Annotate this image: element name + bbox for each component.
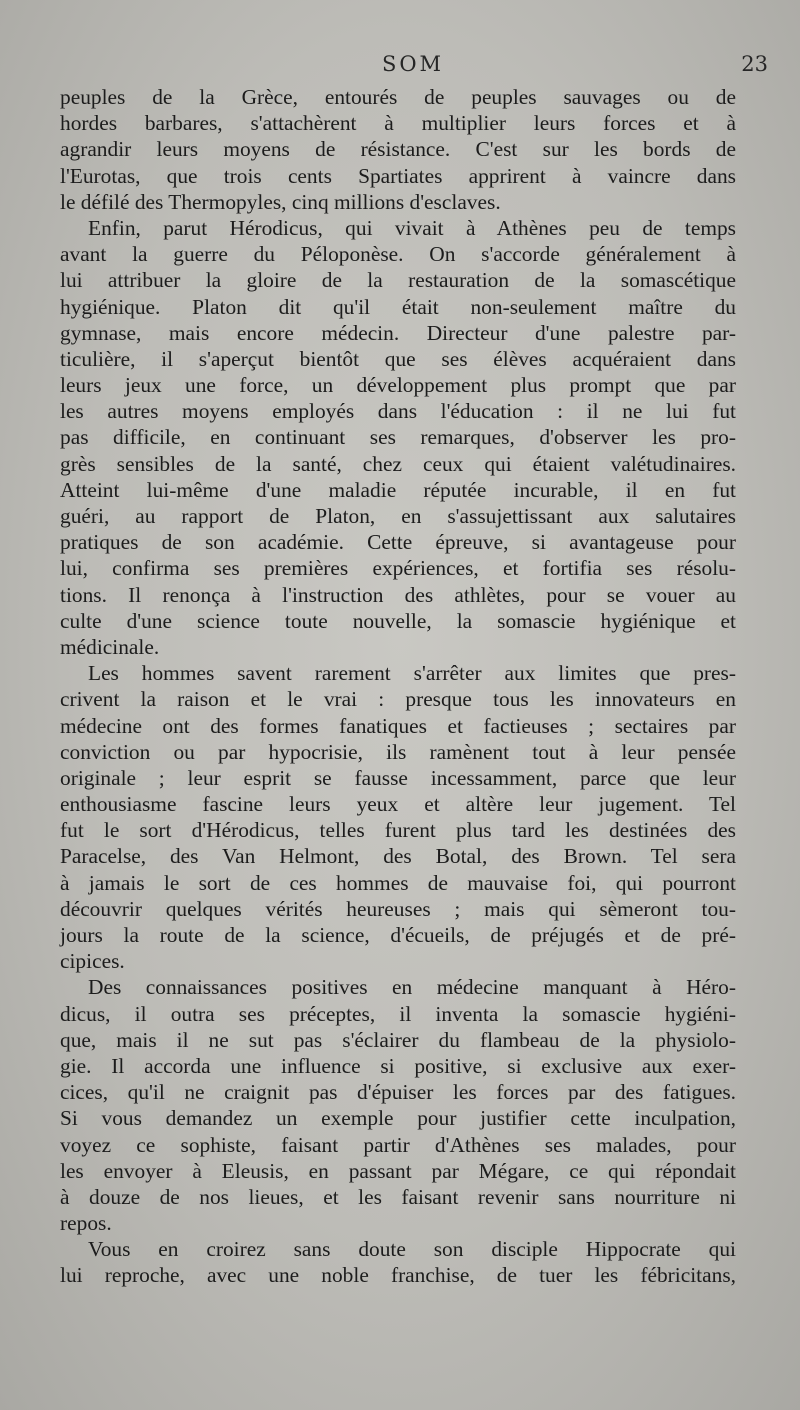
paragraph <box>60 215 736 660</box>
text-line: les autres moyens employés dans l'éducation : il ne lui fut <box>60 399 736 424</box>
text-line: découvrir quelques vérités heureuses ; mais qui sèmeront tou- <box>60 896 736 921</box>
paragraph <box>60 660 736 974</box>
text-line: que, mais il ne sut pas s'éclairer du flambeau de la physiolo- <box>60 1027 736 1052</box>
text-line: hordes barbares, s'attachèrent à multiplier leurs forces et à <box>60 111 736 136</box>
text-line: hygiénique. Platon dit qu'il était non-seulement maître du <box>60 294 736 319</box>
text-line: lui, confirma ses premières expériences, et fortifia ses résolu- <box>60 556 736 581</box>
text-line: lui attribuer la gloire de la restauration de la somascétique <box>60 268 736 293</box>
paragraph <box>60 1236 736 1288</box>
text-line: cipices. <box>60 949 125 974</box>
text-line: médecine ont des formes fanatiques et factieuses ; sectaires par <box>60 713 736 738</box>
text-line: Des connaissances positives en médecine manquant à Héro- <box>88 975 736 1000</box>
text-line: l'Eurotas, que trois cents Spartiates apprirent à vaincre dans <box>60 163 736 188</box>
text-line: jours la route de la science, d'écueils, de préjugés et de pré- <box>60 923 736 947</box>
text-line: enthousiasme fascine leurs yeux et altère leur jugement. Tel <box>60 792 736 817</box>
text-line: fut le sort d'Hérodicus, telles furent plus tard les destinées des <box>60 818 736 843</box>
text-line: Les hommes savent rarement s'arrêter aux limites que pres- <box>88 661 736 686</box>
text-line: leurs jeux une force, un développement plus prompt que par <box>60 373 736 398</box>
page-number: 23 <box>741 52 768 76</box>
paragraph <box>60 84 736 215</box>
running-title: SOM <box>381 52 445 76</box>
text-line: Atteint lui-même d'une maladie réputée incurable, il en fut <box>60 477 736 502</box>
text-line: peuples de la Grèce, entourés de peuples sauvages ou de <box>60 85 736 109</box>
text-line: tions. Il renonça à l'instruction des athlètes, pour se vouer au <box>60 582 736 607</box>
text-line: lui reproche, avec une noble franchise, de tuer les fébricitans, <box>60 1263 736 1288</box>
text-line: Si vous demandez un exemple pour justifier cette inculpation, <box>60 1106 736 1131</box>
text-line: les envoyer à Eleusis, en passant par Mégare, ce qui répondait <box>60 1158 736 1183</box>
text-line: Vous en croirez sans doute son disciple Hippocrate qui <box>88 1237 736 1262</box>
text-line: voyez ce sophiste, faisant partir d'Athènes ses malades, pour <box>60 1132 736 1157</box>
text-line: pratiques de son académie. Cette épreuve, si avantageuse pour <box>60 530 736 555</box>
body-text <box>60 84 736 1289</box>
text-line: grès sensibles de la santé, chez ceux qui étaient valétudinaires. <box>60 451 736 476</box>
text-line: repos. <box>60 1211 112 1236</box>
text-line: gymnase, mais encore médecin. Directeur d'une palestre par- <box>60 320 736 345</box>
text-line: gie. Il accorda une influence si positive, si exclusive aux exer- <box>60 1053 736 1078</box>
running-head <box>58 52 768 88</box>
text-line: crivent la raison et le vrai : presque tous les innovateurs en <box>60 687 736 712</box>
text-line: Paracelse, des Van Helmont, des Botal, des Brown. Tel sera <box>60 844 736 869</box>
text-line: le défilé des Thermopyles, cinq millions d'esclaves. <box>60 189 501 214</box>
text-line: Enfin, parut Hérodicus, qui vivait à Athènes peu de temps <box>88 215 736 240</box>
text-line: dicus, il outra ses préceptes, il inventa la somascie hygiéni- <box>60 1001 736 1026</box>
text-line: agrandir leurs moyens de résistance. C'est sur les bords de <box>60 137 736 162</box>
text-line: culte d'une science toute nouvelle, la somascie hygiénique et <box>60 608 736 633</box>
text-line: guéri, au rapport de Platon, en s'assujettissant aux salutaires <box>60 504 736 528</box>
text-line: médicinale. <box>60 634 160 659</box>
text-line: cices, qu'il ne craignit pas d'épuiser les forces par des fatigues. <box>60 1080 736 1105</box>
text-line: à douze de nos lieues, et les faisant revenir sans nourriture ni <box>60 1184 736 1209</box>
text-line: avant la guerre du Péloponèse. On s'accorde généralement à <box>60 242 736 267</box>
text-line: ticulière, il s'aperçut bientôt que ses élèves acquéraient dans <box>60 346 736 371</box>
text-line: pas difficile, en continuant ses remarques, d'observer les pro- <box>60 425 736 450</box>
text-line: conviction ou par hypocrisie, ils ramènent tout à leur pensée <box>60 739 736 764</box>
paragraph <box>60 974 736 1236</box>
text-line: originale ; leur esprit se fausse incessamment, parce que leur <box>60 765 736 790</box>
text-line: à jamais le sort de ces hommes de mauvaise foi, qui pourront <box>60 870 736 895</box>
